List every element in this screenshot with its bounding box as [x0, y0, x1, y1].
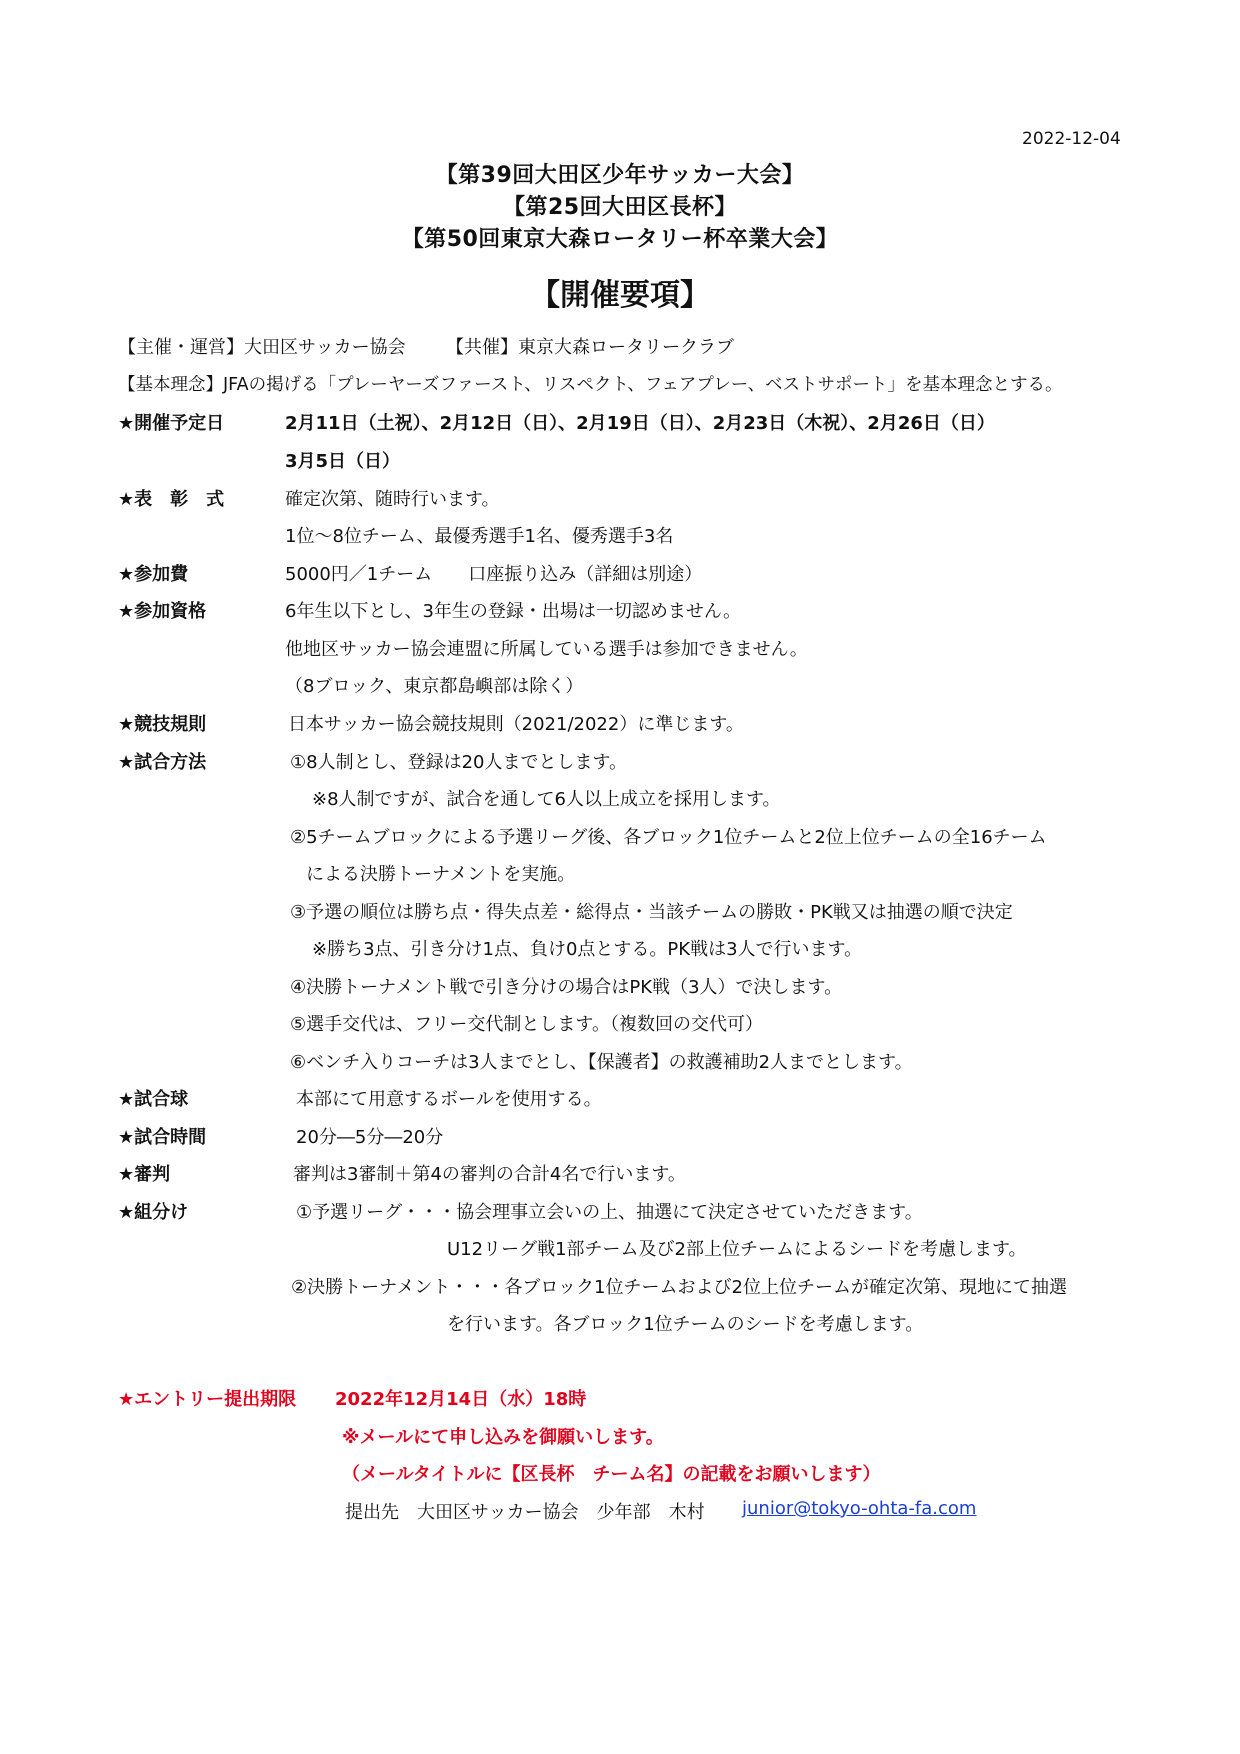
fee-text: 5000円／1チーム 口座振り込み（詳細は別途） [285, 564, 703, 585]
entry-submit-to: 提出先 大田区サッカー協会 少年部 木村 [345, 1502, 705, 1523]
entry-email-link[interactable]: junior@tokyo-ohta-fa.com [742, 1498, 977, 1519]
fee-label: ★参加費 [118, 564, 189, 585]
format-text-9: ⑥ベンチ入りコーチは3人までとし、【保護者】の救護補助2人までとします。 [290, 1052, 913, 1073]
format-text-5: ③予選の順位は勝ち点・得失点差・総得点・当該チームの勝敗・PK戦又は抽選の順で決定 [290, 902, 1013, 923]
awards-text-2: 1位～8位チーム、最優秀選手1名、優秀選手3名 [285, 526, 674, 547]
host-text: 【主催・運営】大田区サッカー協会 [118, 337, 406, 358]
ball-text: 本部にて用意するボールを使用する。 [296, 1089, 602, 1110]
format-label: ★試合方法 [118, 752, 207, 773]
eligibility-text-1: 6年生以下とし、3年生の登録・出場は一切認めません。 [285, 601, 741, 622]
format-text-7: ④決勝トーナメント戦で引き分けの場合はPK戦（3人）で決します。 [290, 977, 843, 998]
entry-deadline-date: 2022年12月14日（水）18時 [335, 1389, 587, 1410]
cohost-text: 【共催】東京大森ロータリークラブ [446, 337, 734, 358]
schedule-dates-2: 3月5日（日） [285, 451, 401, 472]
referee-text: 審判は3審制＋第4の審判の合計4名で行います。 [293, 1164, 686, 1185]
grouping-text-1: ①予選リーグ・・・協会理事立会いの上、抽選にて決定させていただきます。 [296, 1202, 923, 1223]
grouping-text-2: U12リーグ戦1部チーム及び2部上位チームによるシードを考慮します。 [447, 1239, 1027, 1260]
philosophy-text: 【基本理念】JFAの掲げる「プレーヤーズファースト、リスペクト、フェアプレー、ベストサポート」を基本理念とする。 [118, 375, 1063, 395]
entry-note-title: （メールタイトルに【区長杯 チーム名】の記載をお願いします） [342, 1464, 881, 1485]
format-text-3: ②5チームブロックによる予選リーグ後、各ブロック1位チームと2位上位チームの全16チーム [290, 827, 1047, 848]
awards-label: ★表 彰 式 [118, 489, 225, 510]
entry-deadline-label: ★エントリー提出期限 [118, 1389, 297, 1410]
page-title: 【開催要項】 [530, 278, 710, 313]
eligibility-label: ★参加資格 [118, 601, 207, 622]
title-rotary: 【第50回東京大森ロータリー杯卒業大会】 [401, 227, 839, 252]
format-text-6: ※勝ち3点、引き分け1点、負け0点とする。PK戦は3人で行います。 [312, 939, 863, 960]
grouping-text-3: ②決勝トーナメント・・・各ブロック1位チームおよび2位上位チームが確定次第、現地にて抽選 [291, 1277, 1067, 1298]
document-date: 2022-12-04 [1022, 129, 1121, 149]
eligibility-text-2: 他地区サッカー協会連盟に所属している選手は参加できません。 [285, 639, 808, 660]
time-label: ★試合時間 [118, 1127, 207, 1148]
awards-text-1: 確定次第、随時行います。 [285, 489, 500, 510]
eligibility-text-3: （8ブロック、東京都島嶼部は除く） [285, 676, 584, 697]
title-tournament: 【第39回大田区少年サッカー大会】 [435, 163, 805, 188]
format-text-8: ⑤選手交代は、フリー交代制とします。（複数回の交代可） [290, 1014, 763, 1035]
schedule-dates-1: 2月11日（土祝）、2月12日（日）、2月19日（日）、2月23日（木祝）、2月26日（日） [285, 413, 995, 434]
schedule-label: ★開催予定日 [118, 413, 225, 434]
grouping-label: ★組分け [118, 1202, 189, 1223]
format-text-1: ①8人制とし、登録は20人までとします。 [290, 752, 628, 773]
referee-label: ★審判 [118, 1164, 171, 1185]
title-cup: 【第25回大田区長杯】 [502, 195, 738, 220]
format-text-2: ※8人制ですが、試合を通して6人以上成立を採用します。 [312, 789, 781, 810]
rules-text: 日本サッカー協会競技規則（2021/2022）に準じます。 [288, 714, 744, 735]
grouping-text-4: を行います。各ブロック1位チームのシードを考慮します。 [447, 1314, 924, 1335]
rules-label: ★競技規則 [118, 714, 207, 735]
time-text: 20分―5分―20分 [296, 1127, 444, 1148]
ball-label: ★試合球 [118, 1089, 189, 1110]
entry-note-email: ※メールにて申し込みを御願いします。 [342, 1427, 664, 1448]
format-text-4: による決勝トーナメントを実施。 [306, 864, 576, 885]
